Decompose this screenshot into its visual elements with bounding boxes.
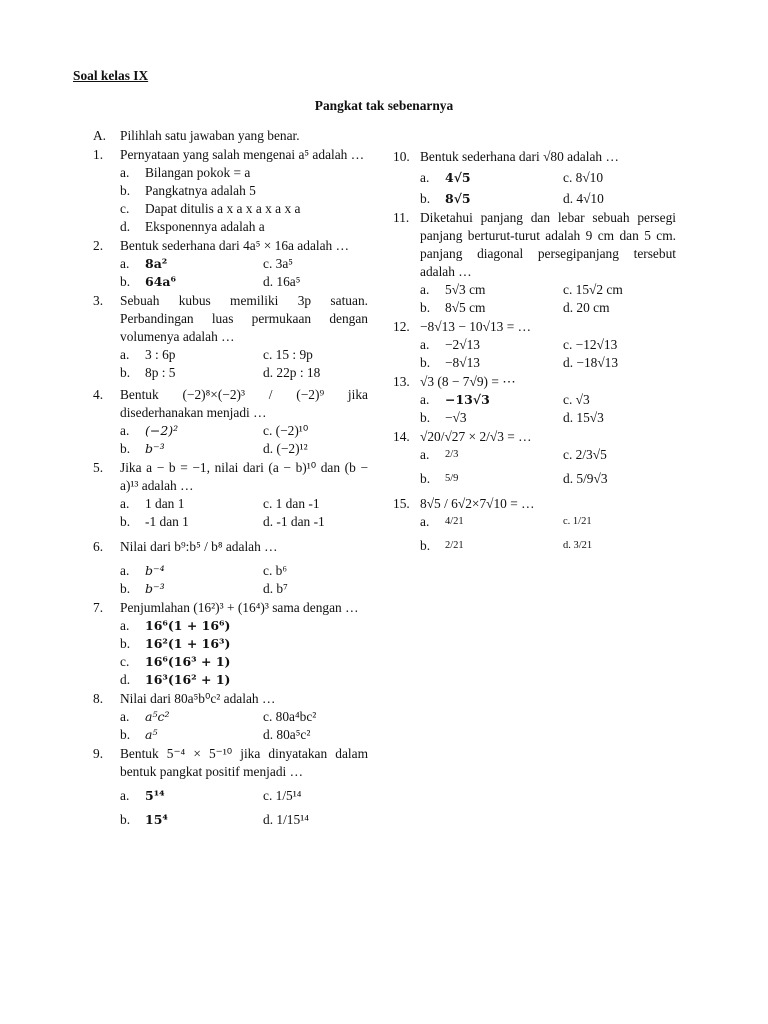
question-2: 2. Bentuk sederhana dari 4a⁵ × 16a adalah … a. 8a² c. 3a⁵ b. 64a⁶ d. 16a⁵	[93, 237, 368, 291]
option: b. 15⁴	[120, 812, 168, 827]
option: b. 16²(1 + 16³)	[120, 636, 231, 651]
option: c. 15 : 9p	[263, 347, 313, 362]
question-6: 6. Nilai dari b⁹:b⁵ / b⁸ adalah … a. b⁻⁴ c. b⁶ b. b⁻³ d. b⁷	[93, 538, 368, 598]
option: a. 4√5	[420, 170, 471, 185]
question-8: 8. Nilai dari 80a⁵b⁰c² adalah … a. a⁵c² c. 80a⁴bc² b. a⁵ d. 80a⁵c²	[93, 690, 368, 744]
question-7: 7. Penjumlahan (16²)³ + (16⁴)³ sama dengan … a. 16⁶(1 + 16⁶) b. 16²(1 + 16³) c. 16⁶(16³ + 1) d. 16³(16² + 1)	[93, 599, 368, 689]
option: c. 2/3√5	[563, 447, 607, 462]
option: c. Dapat ditulis a x a x a x a x a	[120, 201, 301, 216]
option: d. (−2)¹²	[263, 441, 308, 456]
option: c. 1 dan -1	[263, 496, 320, 511]
option: a. −2√13	[420, 337, 480, 352]
option: d. 3/21	[563, 540, 593, 551]
option: d. 80a⁵c²	[263, 727, 311, 742]
question-14: 14. √20/√27 × 2/√3 = … a. 2/3 c. 2/3√5 b. 5/9 d. 5/9√3	[393, 428, 676, 488]
option: d. Eksponennya adalah a	[120, 219, 265, 234]
question-10: 10. Bentuk sederhana dari √80 adalah … a. 4√5 c. 8√10 b. 8√5 d. 4√10	[393, 148, 676, 208]
option: a. 1 dan 1	[120, 496, 185, 511]
option: c. 3a⁵	[263, 256, 293, 271]
option: d. 15√3	[563, 410, 604, 425]
option: a. 5√3 cm	[420, 282, 486, 297]
option: b. b⁻³	[120, 441, 165, 456]
question-4: 4. Bentuk (−2)⁸×(−2)³ / (−2)⁹ jika disederhanakan menjadi … a. (−2)² c. (−2)¹⁰ b. b⁻³ d. (−2)¹²	[93, 386, 368, 458]
option: c. 1/5¹⁴	[263, 788, 302, 803]
doc-title: Pangkat tak sebenarnya	[314, 98, 454, 113]
left-column	[93, 127, 368, 830]
option: c. √3	[563, 392, 590, 407]
option: a. −13√3	[420, 392, 490, 407]
option: b. −√3	[420, 410, 467, 425]
option: b. 8√5	[420, 191, 471, 206]
question-3: 3. Sebuah kubus memiliki 3p satuan. Perbandingan luas permukaan dengan volumenya adalah … a. 3 : 6p c. 15 : 9p b. 8p : 5 d. 22p : 18	[93, 292, 368, 382]
option: a. 5¹⁴	[120, 788, 165, 803]
option: a. 16⁶(1 + 16⁶)	[120, 618, 231, 633]
option: a. a⁵c²	[120, 709, 170, 724]
option: c. 8√10	[563, 170, 604, 185]
option: b. 64a⁶	[120, 274, 176, 289]
option: d. 16a⁵	[263, 274, 301, 289]
option: d. 4√10	[563, 191, 604, 206]
option: c. b⁶	[263, 563, 288, 578]
option: b. b⁻³	[120, 581, 165, 596]
question-12: 12. −8√13 − 10√13 = … a. −2√13 c. −12√13 b. −8√13 d. −18√13	[393, 318, 676, 372]
option: d. 22p : 18	[263, 365, 321, 380]
option: b. a⁵	[120, 727, 158, 742]
option: b. -1 dan 1	[120, 514, 189, 529]
option: a. 3 : 6p	[120, 347, 176, 362]
question-1: 1. Pernyataan yang salah mengenai a⁵ adalah … a. Bilangan pokok = a b. Pangkatnya adalah 5 c. Dapat ditulis a x a x a x a x a d. Eksponennya adalah a	[93, 146, 368, 236]
option: c. 16⁶(16³ + 1)	[120, 654, 231, 669]
option: d. 16³(16² + 1)	[120, 672, 231, 687]
option: a. (−2)²	[120, 423, 179, 438]
option: d. 1/15¹⁴	[263, 812, 309, 827]
option: a. b⁻⁴	[120, 563, 165, 578]
right-column	[393, 148, 676, 556]
option: b. Pangkatnya adalah 5	[120, 183, 256, 198]
option: d. b⁷	[263, 581, 288, 596]
question-9: 9. Bentuk 5⁻⁴ × 5⁻¹⁰ jika dinyatakan dalam bentuk pangkat positif menjadi … a. 5¹⁴ c. 1/5¹⁴ b. 15⁴ d. 1/15¹⁴	[93, 745, 368, 829]
section-a: A. Pilihlah satu jawaban yang benar.	[93, 128, 300, 143]
question-5: 5. Jika a − b = −1, nilai dari (a − b)¹⁰ dan (b − a)¹³ adalah … a. 1 dan 1 c. 1 dan -1 b. -1 dan 1 d. -1 dan -1	[93, 459, 368, 531]
option: c. 80a⁴bc²	[263, 709, 317, 724]
option: a. 4/21	[420, 514, 464, 529]
option: b. 5/9	[420, 471, 459, 486]
option: b. 8√5 cm	[420, 300, 486, 315]
option: b. 2/21	[420, 538, 464, 553]
option: c. (−2)¹⁰	[263, 423, 309, 438]
option: b. 8p : 5	[120, 365, 176, 380]
question-11: 11. Diketahui panjang dan lebar sebuah persegi panjang berturut-turut adalah 9 cm dan 5 cm. panjang diagonal persegipanjang tersebut adalah … a. 5√3 cm c. 15√2 cm b. 8√5 cm d. 20 cm	[393, 209, 676, 317]
question-15: 15. 8√5 / 6√2×7√10 = … a. 4/21 c. 1/21 b. 2/21 d. 3/21	[393, 495, 676, 555]
option: a. 8a²	[120, 256, 168, 271]
option: a. 2/3	[420, 447, 459, 462]
option: c. 1/21	[563, 516, 592, 527]
option: d. −18√13	[563, 355, 619, 370]
option: d. 20 cm	[563, 300, 610, 315]
option: b. −8√13	[420, 355, 480, 370]
option: d. 5/9√3	[563, 471, 608, 486]
option: c. −12√13	[563, 337, 618, 352]
doc-header: Soal kelas IX	[73, 68, 149, 83]
option: a. Bilangan pokok = a	[120, 165, 251, 180]
option: c. 15√2 cm	[563, 282, 623, 297]
question-13: 13. √3 (8 − 7√9) = ⋯ a. −13√3 c. √3 b. −√3 d. 15√3	[393, 373, 676, 427]
option: d. -1 dan -1	[263, 514, 325, 529]
